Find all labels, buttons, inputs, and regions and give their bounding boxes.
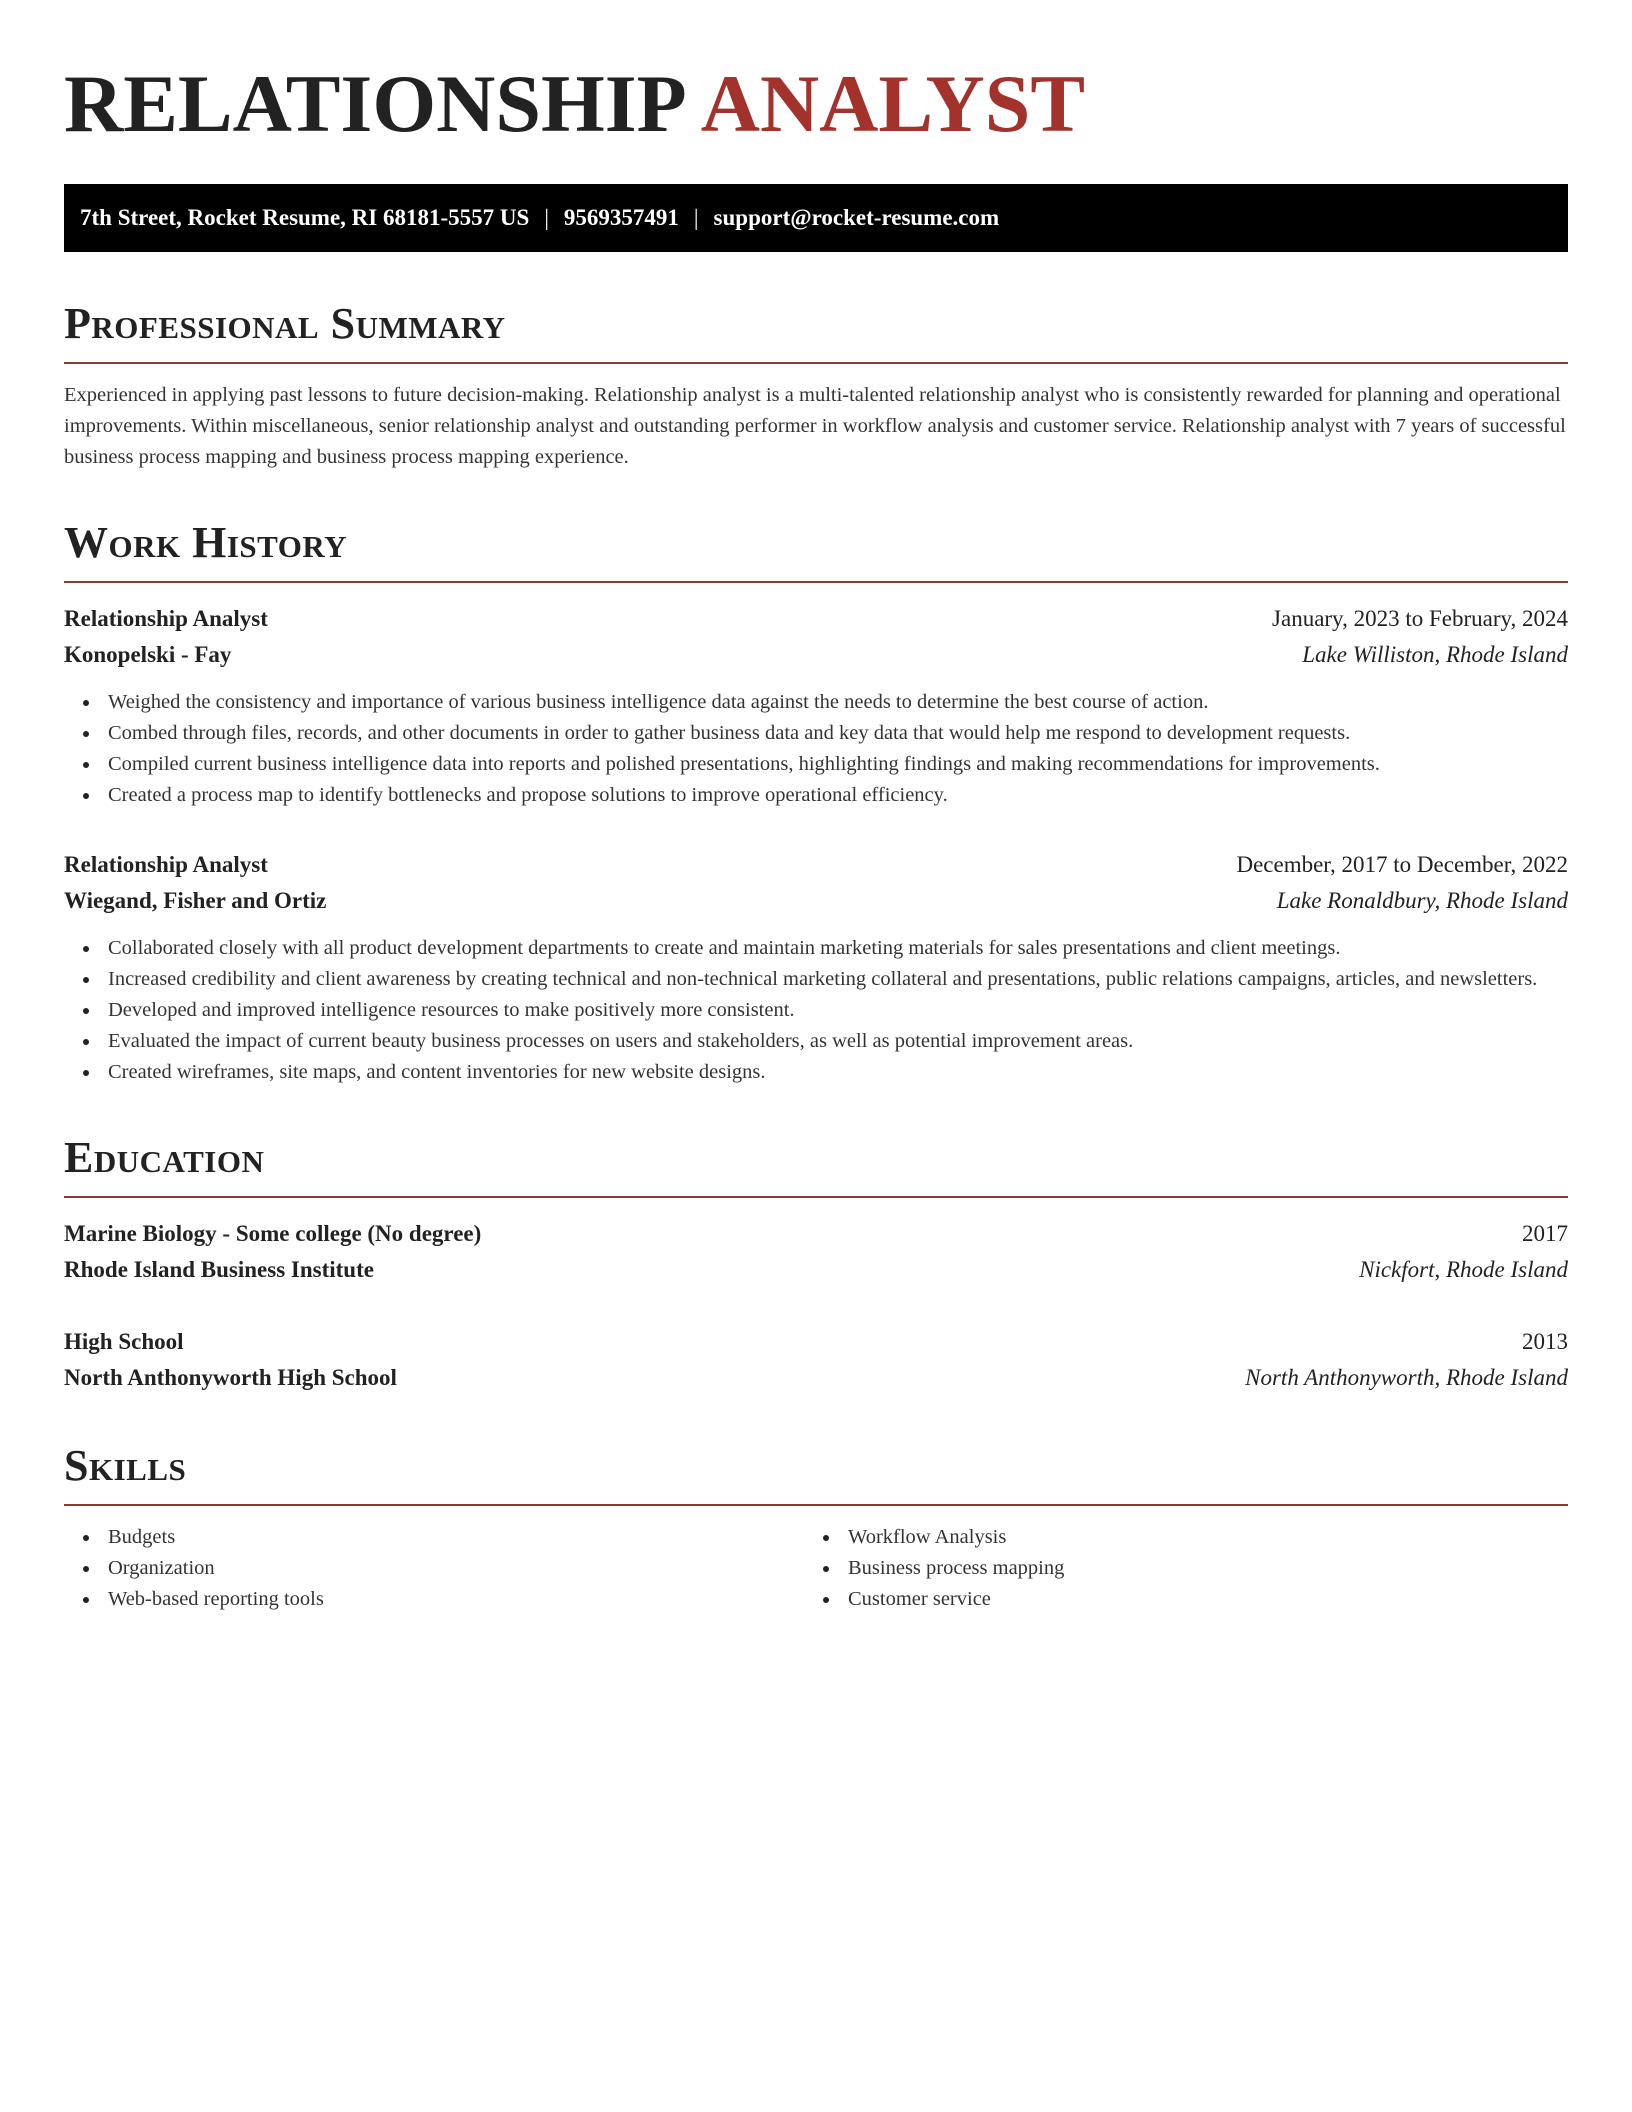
- education-header-row: [64, 1216, 1568, 1252]
- education-entry: [64, 1216, 1568, 1288]
- education-year: 2017: [1522, 1221, 1568, 1246]
- list-item: Created wireframes, site maps, and content inventories for new website designs.: [64, 1057, 1568, 1088]
- skills-right-column: [804, 1522, 1544, 1615]
- list-item: Workflow Analysis: [804, 1522, 1544, 1553]
- summary-heading: Professional Summary: [64, 299, 506, 348]
- summary-text: Experienced in applying past lessons to future decision-making. Relationship analyst is a multi-talented relationship analyst who is consistently rewarded for planning and operational improvements. Within miscellaneous, senior relationship analyst and outstanding performer in workflow analysis and customer service. Relationship analyst with 7 years of successful business process mapping and business process mapping experience.: [64, 384, 1566, 468]
- section-divider: [64, 1504, 1568, 1506]
- list-item: Developed and improved intelligence resources to make positively more consistent.: [64, 995, 1568, 1026]
- resume-title: [64, 56, 1568, 152]
- skills-heading: Skills: [64, 1441, 187, 1490]
- education-year: 2013: [1522, 1329, 1568, 1354]
- job-location: Lake Williston, Rhode Island: [1302, 642, 1568, 667]
- list-item: Combed through files, records, and other documents in order to gather business data and key data that would help me respond to development requests.: [64, 718, 1568, 749]
- job-dates: January, 2023 to February, 2024: [1272, 606, 1568, 631]
- title-first-word: RELATIONSHIP: [64, 58, 687, 149]
- list-item: Collaborated closely with all product development departments to create and maintain marketing materials for sales presentations and client meetings.: [64, 933, 1568, 964]
- education-degree: Marine Biology - Some college (No degree): [64, 1221, 482, 1246]
- job-bullets: [64, 687, 1568, 811]
- contact-email[interactable]: support@rocket-resume.com: [713, 205, 1000, 230]
- work-history-section: [64, 517, 1568, 1088]
- list-item: Increased credibility and client awareness by creating technical and non-technical marketing collateral and presentations, public relations campaigns, articles, and newsletters.: [64, 964, 1568, 995]
- education-header-row: [64, 1324, 1568, 1360]
- job-entry: [64, 601, 1568, 811]
- summary-section: [64, 298, 1568, 473]
- list-item: Web-based reporting tools: [64, 1584, 804, 1615]
- job-role: Relationship Analyst: [64, 852, 268, 877]
- education-school-row: [64, 1360, 1568, 1396]
- list-item: Compiled current business intelligence data into reports and polished presentations, highlighting findings and making recommendations for improvements.: [64, 749, 1568, 780]
- list-item: Budgets: [64, 1522, 804, 1553]
- contact-separator: |: [544, 205, 549, 230]
- education-location: North Anthonyworth, Rhode Island: [1245, 1365, 1568, 1390]
- job-location: Lake Ronaldbury, Rhode Island: [1276, 888, 1568, 913]
- job-bullets: [64, 933, 1568, 1088]
- list-item: Business process mapping: [804, 1553, 1544, 1584]
- skills-section: [64, 1440, 1568, 1615]
- skills-left-column: [64, 1522, 804, 1615]
- job-company-row: [64, 637, 1568, 673]
- education-school: Rhode Island Business Institute: [64, 1257, 374, 1282]
- contact-phone[interactable]: 9569357491: [563, 205, 679, 230]
- education-school: North Anthonyworth High School: [64, 1365, 397, 1390]
- education-entry: [64, 1324, 1568, 1396]
- work-history-heading: Work History: [64, 518, 348, 567]
- job-dates: December, 2017 to December, 2022: [1236, 852, 1568, 877]
- education-section: [64, 1132, 1568, 1396]
- job-role: Relationship Analyst: [64, 606, 268, 631]
- list-item: Evaluated the impact of current beauty business processes on users and stakeholders, as well as potential improvement areas.: [64, 1026, 1568, 1057]
- job-company-row: [64, 883, 1568, 919]
- section-divider: [64, 581, 1568, 583]
- contact-address: 7th Street, Rocket Resume, RI 68181-5557 US: [80, 205, 530, 230]
- job-entry: [64, 847, 1568, 1088]
- education-location: Nickfort, Rhode Island: [1359, 1257, 1568, 1282]
- list-item: Created a process map to identify bottlenecks and propose solutions to improve operational efficiency.: [64, 780, 1568, 811]
- section-divider: [64, 362, 1568, 364]
- education-degree: High School: [64, 1329, 184, 1354]
- list-item: Customer service: [804, 1584, 1544, 1615]
- job-header-row: [64, 847, 1568, 883]
- list-item: Weighed the consistency and importance of various business intelligence data against the needs to determine the best course of action.: [64, 687, 1568, 718]
- job-company: Konopelski - Fay: [64, 642, 232, 667]
- education-heading: Education: [64, 1133, 265, 1182]
- contact-separator: |: [693, 205, 699, 230]
- job-header-row: [64, 601, 1568, 637]
- title-second-word: ANALYST: [700, 58, 1086, 149]
- contact-bar: [64, 184, 1568, 252]
- job-company: Wiegand, Fisher and Ortiz: [64, 888, 327, 913]
- education-school-row: [64, 1252, 1568, 1288]
- list-item: Organization: [64, 1553, 804, 1584]
- section-divider: [64, 1196, 1568, 1198]
- skills-columns: [64, 1522, 1568, 1615]
